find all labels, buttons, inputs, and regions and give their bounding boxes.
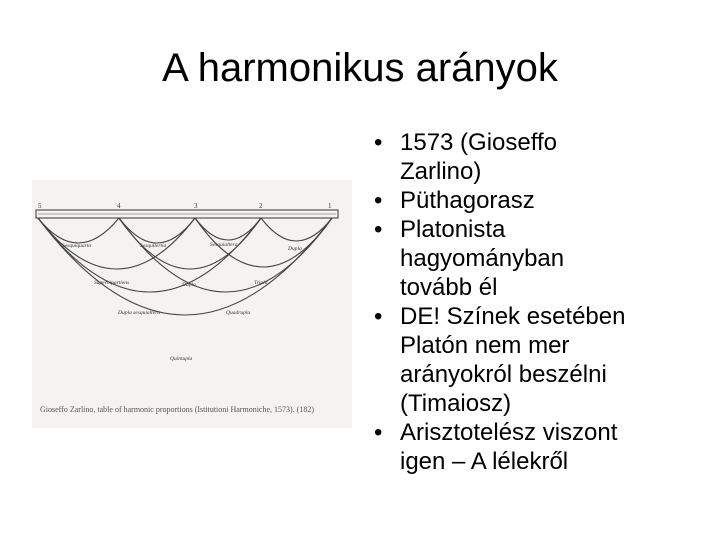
bullet-item xyxy=(372,128,692,186)
label-sesquitertia: Sesquitertia xyxy=(140,243,167,249)
bullet-marker: • xyxy=(374,216,383,243)
arc-sesquialtera xyxy=(195,218,261,240)
arc-sesquitertia xyxy=(119,218,195,243)
label-dupla-sesquialtera: Dupla sesquialtera xyxy=(118,310,161,316)
tick-label-4: 4 xyxy=(117,202,121,210)
bullet-line: (Timaiosz) xyxy=(400,390,512,417)
bullet-marker: • xyxy=(374,187,383,214)
bullet-item xyxy=(372,302,692,418)
bullet-line: arányokról beszélni xyxy=(400,361,607,388)
label-dupla-top: Dupla xyxy=(288,246,302,252)
figure-caption: Gioseffo Zarlino, table of harmonic proportions (Istitutioni Harmoniche, 1573). (182) xyxy=(40,405,315,414)
label-quintupla: Quintupla xyxy=(170,356,193,362)
bullet-list xyxy=(372,128,692,476)
bullet-line: Platón nem mer xyxy=(400,332,570,359)
harmonic-proportions-diagram xyxy=(32,180,352,400)
bullet-line: igen – A lélekről xyxy=(400,448,569,475)
slide-title: A harmonikus arányok xyxy=(162,46,558,90)
bullet-line: Zarlino) xyxy=(400,158,482,185)
bullet-line: DE! Színek esetében xyxy=(400,303,626,330)
label-superbipartiens: Superbipartiens xyxy=(94,280,130,286)
arc-sesquiquarta xyxy=(38,218,119,243)
bullet-item xyxy=(372,418,692,476)
label-sesquialtera: Sesquialtera xyxy=(210,242,238,248)
tick-label-1: 1 xyxy=(328,202,332,210)
bullet-line: Püthagorasz xyxy=(400,187,535,214)
label-quadrupla: Quadrupla xyxy=(226,310,251,316)
bullet-line: hagyományban xyxy=(400,245,565,272)
tick-label-2: 2 xyxy=(259,202,263,210)
bullet-marker: • xyxy=(374,303,383,330)
bullet-marker: • xyxy=(374,419,383,446)
bullet-item xyxy=(372,186,692,215)
label-dupla-mid: Dupla xyxy=(182,282,196,288)
zarlino-diagram-figure xyxy=(32,180,352,428)
tick-label-3: 3 xyxy=(194,202,198,210)
bullet-item xyxy=(372,215,692,302)
bullet-line: Platonista xyxy=(400,216,506,243)
bullet-line: Arisztotelész viszont xyxy=(400,419,618,446)
tick-label-5: 5 xyxy=(38,202,42,210)
arc-dupla-top xyxy=(261,218,332,241)
bullet-line: tovább él xyxy=(400,274,498,301)
label-sesquiquarta: Sesquiquarta xyxy=(62,243,92,249)
bullet-marker: • xyxy=(374,129,383,156)
bullet-line: 1573 (Gioseffo xyxy=(400,129,557,156)
label-tripla: Tripla xyxy=(254,280,268,286)
